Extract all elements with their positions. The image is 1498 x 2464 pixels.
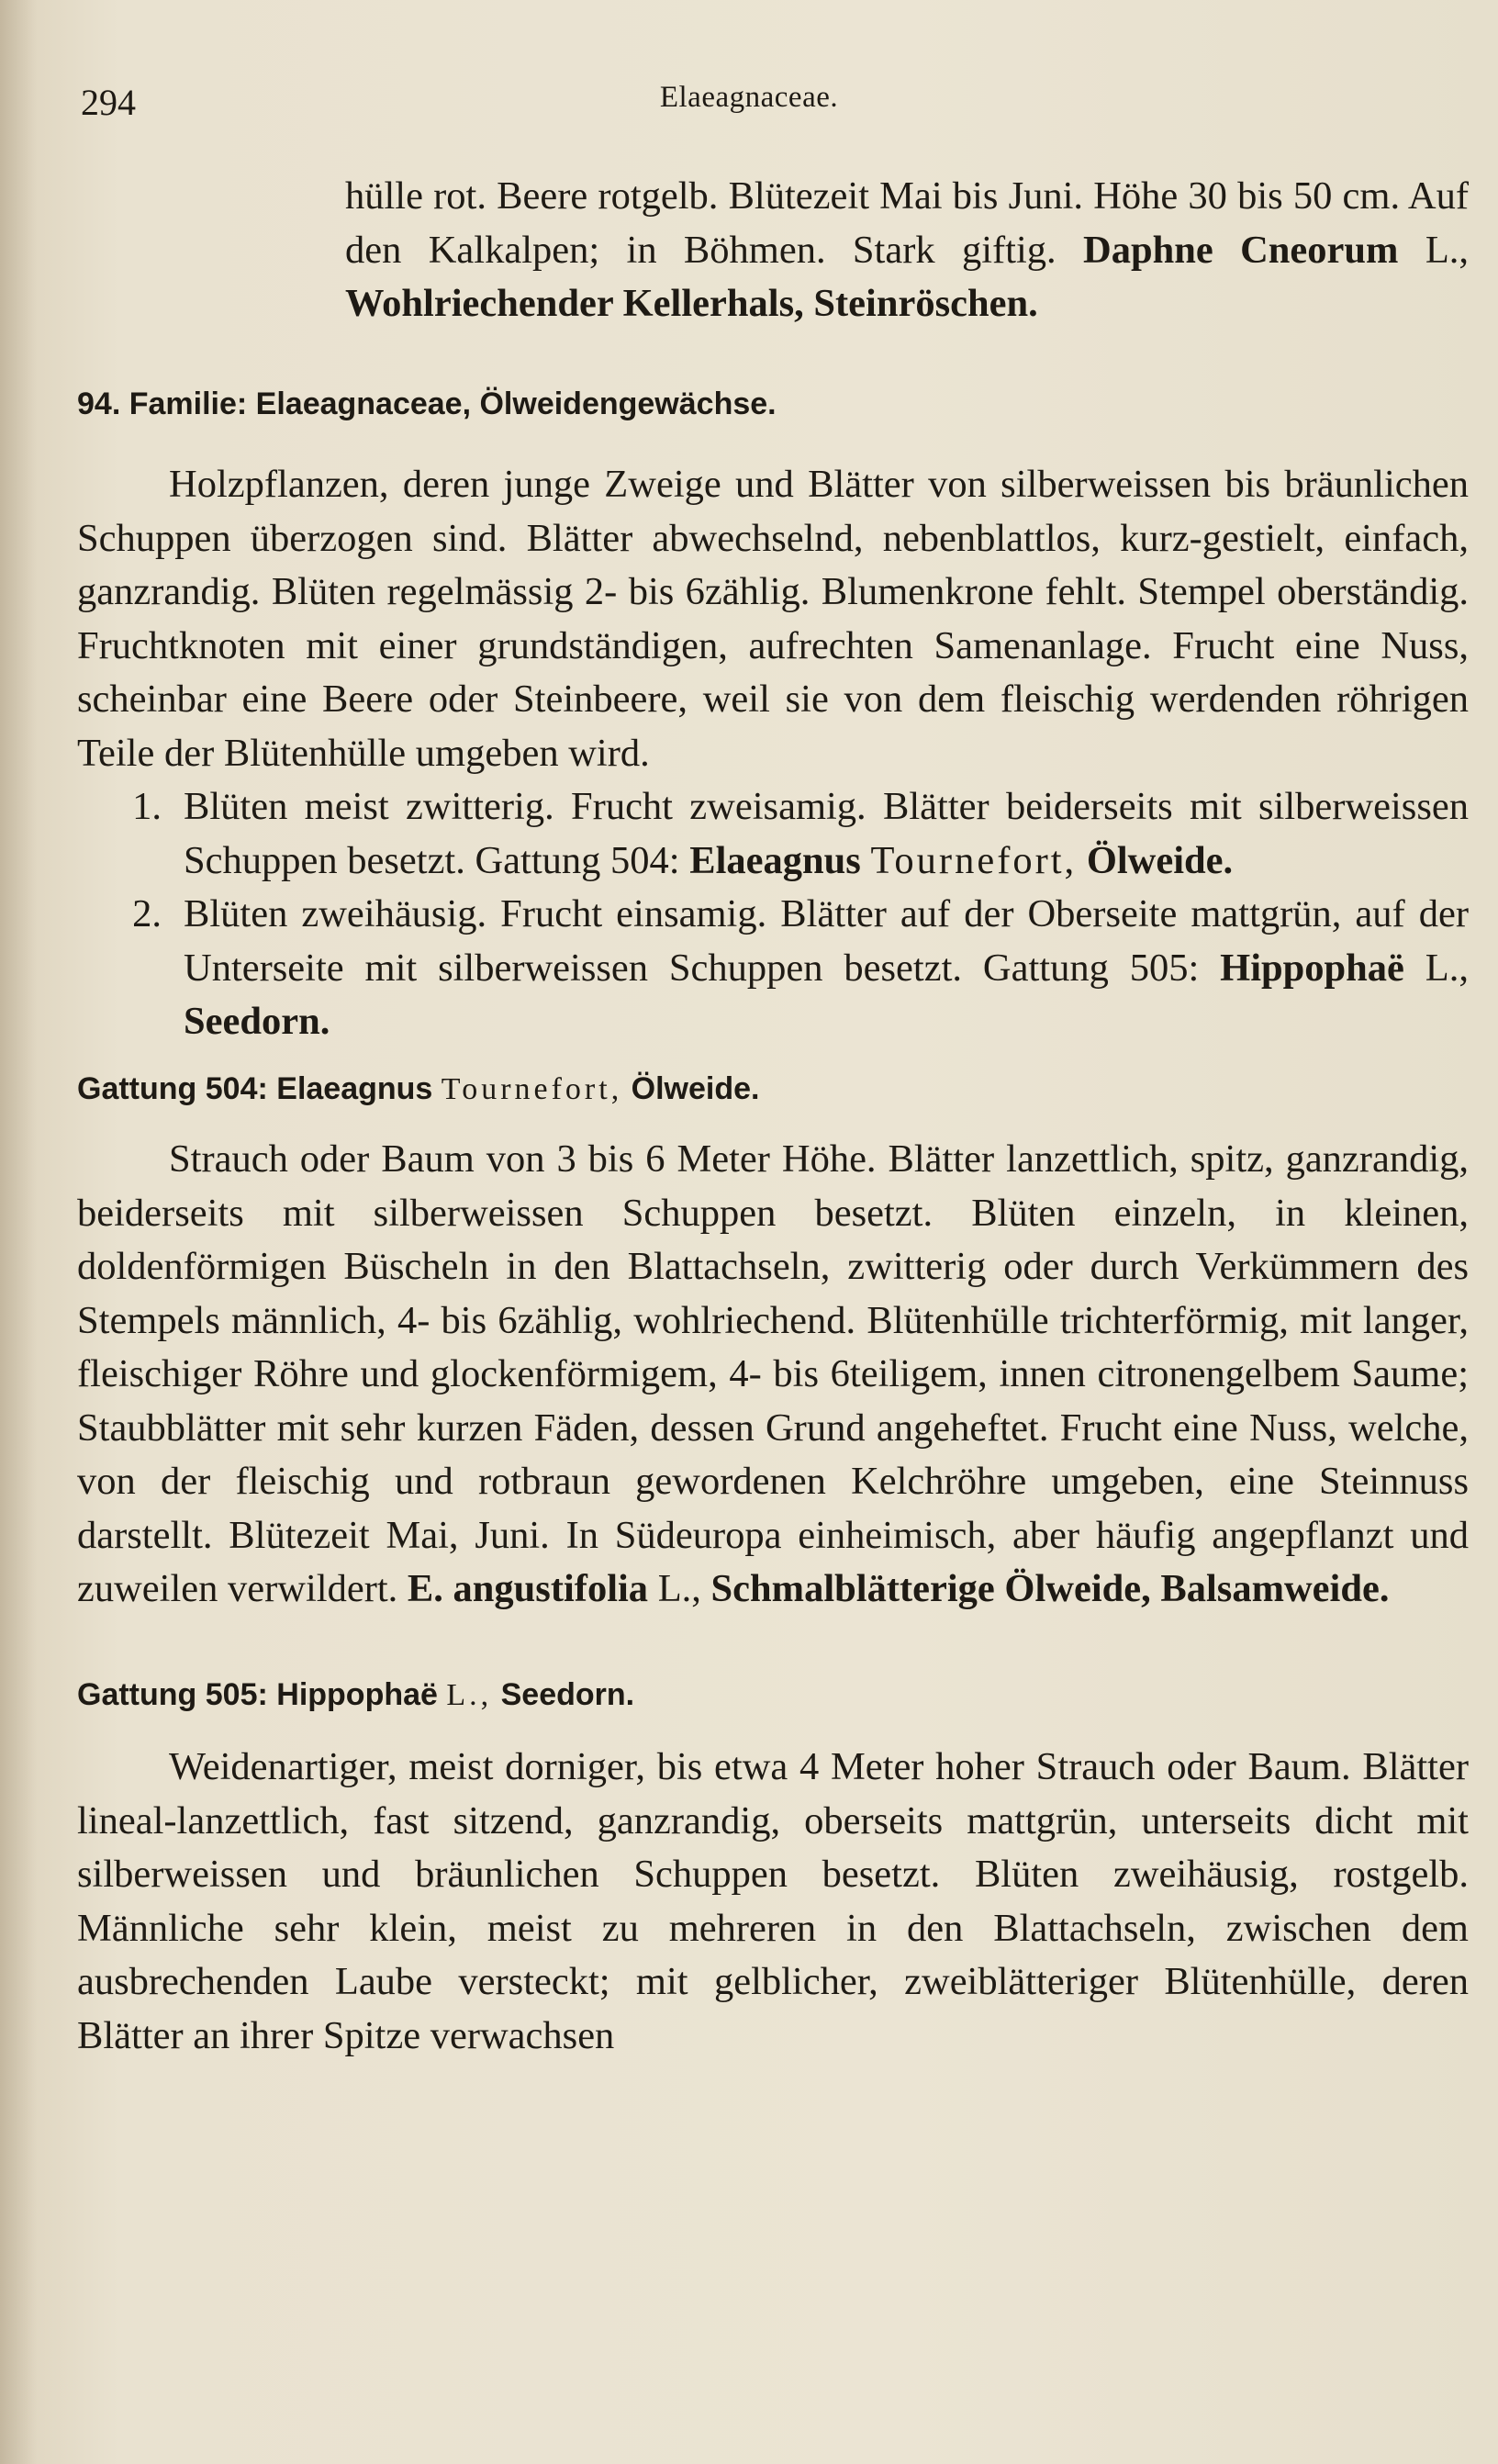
genus-common-name: Seedorn. bbox=[184, 1000, 330, 1043]
species-name: Daphne Cneorum bbox=[1083, 228, 1399, 272]
key-item-text bbox=[184, 780, 1469, 888]
species-name: E. angustifolia bbox=[407, 1567, 649, 1610]
family-description: Holzpflanzen, deren junge Zweige und Blätter von silberweissen bis bräunlichen Schuppen überzogen sind. Blätter abwechselnd, nebenblattlos, kurz-gestielt, einfach, ganzrandig. Blüten regelmässig 2- bis 6zählig. Blumenkrone fehlt. Stempel oberständig. Fruchtknoten mit einer grundständigen, aufrechten Samenanlage. Frucht eine Nuss, scheinbar eine Beere oder Steinbeere, weil sie von dem fleischig werdenden röhrigen Teile der Blütenhülle umgeben wird. bbox=[77, 463, 1469, 775]
running-head: Elaeagnaceae. bbox=[659, 81, 839, 114]
genus-author: L., bbox=[1425, 946, 1470, 990]
genus-common-name: Ölweide. bbox=[1086, 838, 1234, 882]
genus-heading-author: L., bbox=[446, 1677, 493, 1712]
species-common-name: Schmalblätterige Ölweide, Balsamweide. bbox=[710, 1567, 1390, 1610]
genus-name: Elaeagnus bbox=[689, 838, 861, 882]
genus-heading-common: Seedorn. bbox=[500, 1676, 635, 1712]
genus-name: Hippophaë bbox=[1220, 946, 1404, 990]
key-item-description: Blüten zweihäusig. Frucht einsamig. Blätter auf der Oberseite mattgrün, auf der Unterseite mit silberweissen Schuppen besetzt. Gattung 505: bbox=[184, 892, 1469, 990]
species-author: L., bbox=[657, 1567, 701, 1610]
genus-heading-name: Hippophaë bbox=[276, 1676, 438, 1712]
genus-heading-label: Gattung 504: bbox=[77, 1070, 268, 1106]
family-name: Elaeagnaceae, Ölweidengewächse. bbox=[255, 386, 777, 421]
page-gutter-shadow bbox=[0, 0, 37, 2464]
continued-text: hülle rot. Beere rotgelb. Blütezeit Mai bis Juni. Höhe 30 bis 50 cm. Auf den Kalkalpen; in Böhmen. Stark giftig. bbox=[345, 174, 1469, 272]
family-number: 94. bbox=[77, 386, 121, 421]
family-label: Familie: bbox=[129, 386, 248, 421]
key-item-number: 1. bbox=[132, 785, 162, 828]
key-item bbox=[77, 888, 1469, 1049]
species-common-name: Wohlriechender Kellerhals, Steinröschen. bbox=[345, 282, 1038, 325]
page-number: 294 bbox=[81, 82, 136, 123]
genus-heading-author: Tournefort, bbox=[441, 1071, 623, 1106]
page-header bbox=[81, 81, 1417, 136]
key-item-description: Blüten meist zwitterig. Frucht zweisamig. Blätter beiderseits mit silberweissen Schuppen besetzt. Gattung 504: bbox=[184, 785, 1469, 882]
genus-heading-label: Gattung 505: bbox=[77, 1676, 268, 1712]
genus-heading-common: Ölweide. bbox=[631, 1070, 760, 1106]
continued-paragraph bbox=[77, 170, 1469, 331]
family-heading bbox=[77, 377, 1469, 431]
genus-heading-name: Elaeagnus bbox=[276, 1070, 433, 1106]
genus-description: Weidenartiger, meist dorniger, bis etwa 4 Meter hoher Strauch oder Baum. Blätter lineal-lanzettlich, fast sitzend, ganzrandig, oberseits mattgrün, unterseits dicht mit silberweissen und bräunlichen Schuppen besetzt. Blüten zweihäusig, rostgelb. Männliche sehr klein, meist zu mehreren in den Blattachseln, zwischen dem ausbrechenden Laube versteckt; mit gelblicher, zweiblätteriger Blütenhülle, deren Blätter an ihrer Spitze verwachsen bbox=[77, 1745, 1469, 2057]
key-item bbox=[77, 780, 1469, 888]
genus-author: Tournefort, bbox=[870, 838, 1078, 882]
page-body bbox=[77, 170, 1469, 2063]
genus-description-text: Strauch oder Baum von 3 bis 6 Meter Höhe. Blätter lanzettlich, spitz, ganzrandig, beiderseits mit silberweissen Schuppen besetzt. Blüten einzeln, in kleinen, doldenförmigen Büscheln in den Blattachseln, zwitterig oder durch Verkümmern des Stempels männlich, 4- bis 6zählig, wohlriechend. Blütenhülle trichterförmig, mit langer, fleischiger Röhre und glockenförmigem, 4- bis 6teiligem, innen citronengelbem Saume; Staubblätter mit sehr kurzen Fäden, dessen Grund angeheftet. Frucht eine Nuss, welche, von der fleischig und rotbraun gewordenen Kelchröhre umgeben, eine Steinnuss darstellt. Blütezeit Mai, Juni. In Südeuropa einheimisch, aber häufig angepflanzt und zuweilen verwildert. bbox=[77, 1137, 1469, 1610]
key-item-text bbox=[184, 888, 1469, 1049]
key-item-number: 2. bbox=[132, 892, 162, 935]
genus-heading bbox=[77, 1062, 1469, 1117]
genus-heading bbox=[77, 1668, 1469, 1723]
genus-description bbox=[77, 1133, 1469, 1617]
species-author: L., bbox=[1425, 228, 1470, 272]
